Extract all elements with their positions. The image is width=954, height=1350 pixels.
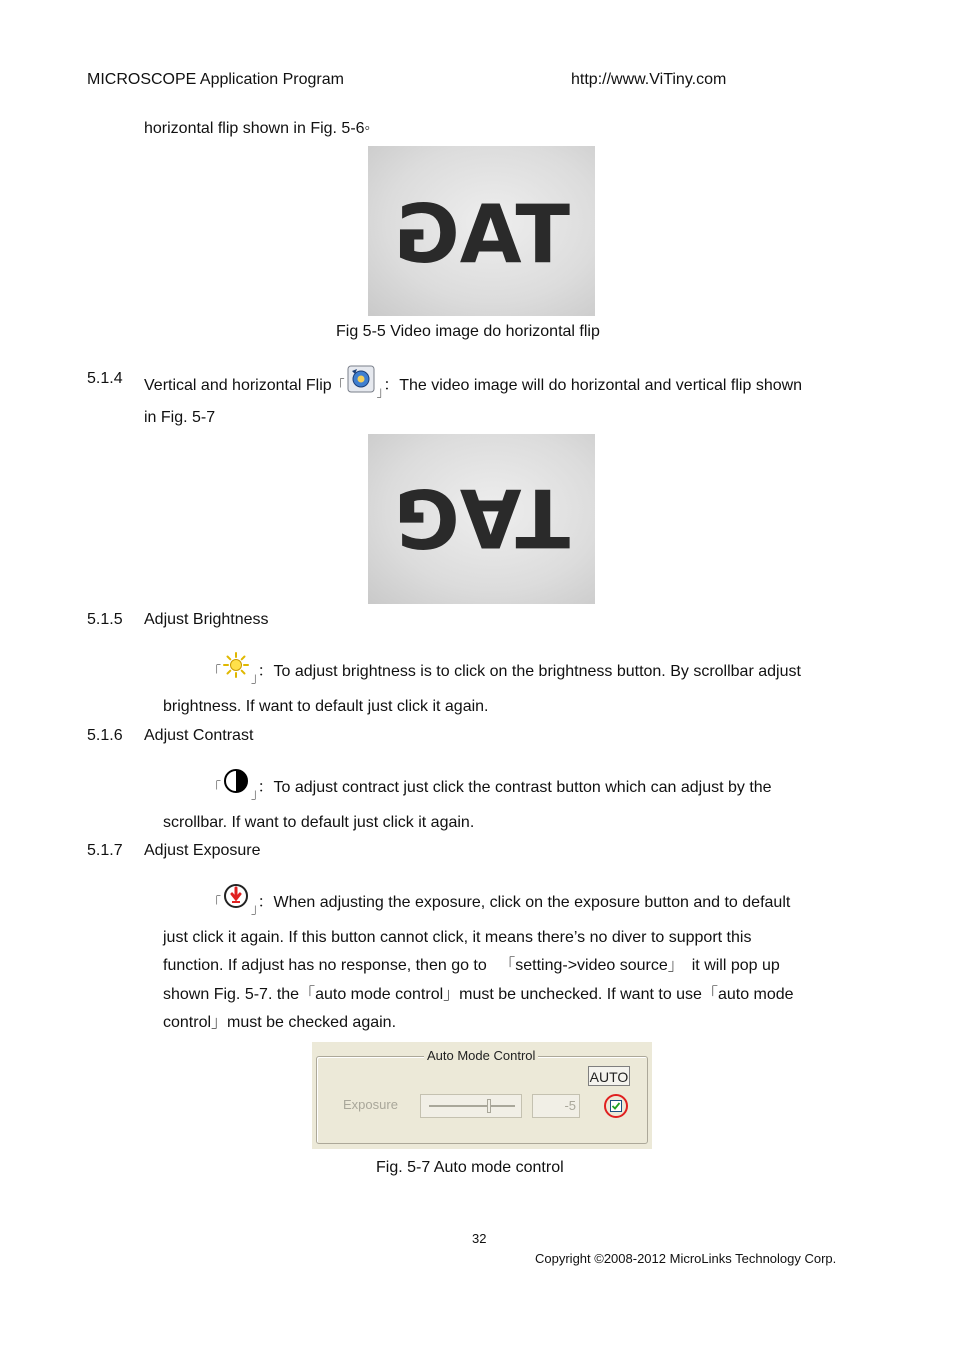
section-5-1-5-text1: ：To adjust brightness is to click on the brightness button. By scrollbar adjust [257, 662, 801, 680]
section-5-1-6-title: Adjust Contrast [144, 727, 254, 744]
section-5-1-4-cont: in Fig. 5-7 [144, 409, 216, 426]
section-5-1-7-text1: ：When adjusting the exposure, click on the exposure button and to default [257, 893, 791, 911]
corner-bracket-close: 」 [251, 785, 258, 801]
section-5-1-7-line3: function. If adjust has no response, then go to 「setting->video source」 it will pop up [163, 957, 780, 974]
exposure-slider-thumb[interactable] [487, 1099, 491, 1113]
corner-bracket-open: 「 [208, 779, 222, 795]
copyright: Copyright ©2008-2012 MicroLinks Technology Corp. [535, 1251, 837, 1266]
section-5-1-5-line1 [208, 656, 801, 687]
highlight-circle [604, 1094, 628, 1118]
section-5-1-7-line1 [208, 887, 790, 918]
exposure-slider[interactable] [420, 1094, 522, 1118]
corner-bracket-close: 」 [251, 900, 258, 916]
header-title: MICROSCOPE Application Program [87, 71, 344, 88]
section-5-1-4-pre: Vertical and horizontal Flip [144, 376, 332, 394]
section-5-1-7-title: Adjust Exposure [144, 842, 261, 859]
corner-bracket-close: 」 [251, 669, 258, 685]
section-5-1-4-number: 5.1.4 [87, 370, 123, 387]
brightness-sun-icon[interactable] [223, 652, 249, 683]
contrast-half-circle-icon[interactable] [223, 768, 249, 799]
corner-bracket-close: 」 [376, 383, 384, 399]
section-5-1-7-number: 5.1.7 [87, 842, 123, 859]
section-5-1-5-title: Adjust Brightness [144, 611, 269, 628]
section-5-1-6-number: 5.1.6 [87, 727, 123, 744]
vertical-horizontal-flip-icon[interactable] [347, 365, 375, 398]
fig-5-7-caption: Fig. 5-7 Auto mode control [376, 1159, 564, 1176]
intro-line: horizontal flip shown in Fig. 5-6◦ [144, 120, 371, 137]
fig-5-5-image-text: TAG [394, 188, 570, 281]
page-number: 32 [472, 1231, 487, 1246]
section-5-1-6-line1 [208, 772, 772, 803]
exposure-value-field[interactable]: -5 [532, 1094, 580, 1118]
corner-bracket-open: 「 [208, 663, 222, 679]
section-5-1-6-line2: scrollbar. If want to default just click it again. [163, 814, 475, 831]
fig-5-5-image [368, 146, 595, 316]
section-5-1-4-line [144, 369, 802, 402]
section-5-1-6-text1: ：To adjust contract just click the contrast button which can adjust by the [257, 778, 772, 796]
exposure-icon[interactable] [223, 883, 249, 914]
section-5-1-5-line2: brightness. If want to default just click it again. [163, 698, 489, 715]
section-5-1-7-line2: just click it again. If this button cannot click, it means there’s no diver to support this [163, 929, 752, 946]
auto-mode-control-title: Auto Mode Control [424, 1048, 538, 1064]
exposure-label: Exposure [343, 1097, 398, 1112]
corner-bracket-open: 「 [208, 894, 222, 910]
header-url: http://www.ViTiny.com [571, 71, 727, 88]
auto-button[interactable]: AUTO [588, 1066, 630, 1086]
exposure-slider-track [429, 1105, 515, 1107]
fig-5-7-image-text: TAG [394, 471, 570, 564]
fig-5-5-caption: Fig 5-5 Video image do horizontal flip [336, 323, 600, 340]
section-5-1-7-line5: control」must be checked again. [163, 1014, 397, 1031]
corner-bracket-open: 「 [331, 377, 345, 393]
section-5-1-4-post: ：The video image will do horizontal and vertical flip shown [383, 376, 803, 394]
section-5-1-5-number: 5.1.5 [87, 611, 123, 628]
auto-mode-control-dialog [312, 1042, 652, 1149]
fig-5-7-flipped-image [368, 434, 595, 604]
section-5-1-7-line4: shown Fig. 5-7. the「auto mode control」must be unchecked. If want to use「auto mode [163, 986, 794, 1003]
